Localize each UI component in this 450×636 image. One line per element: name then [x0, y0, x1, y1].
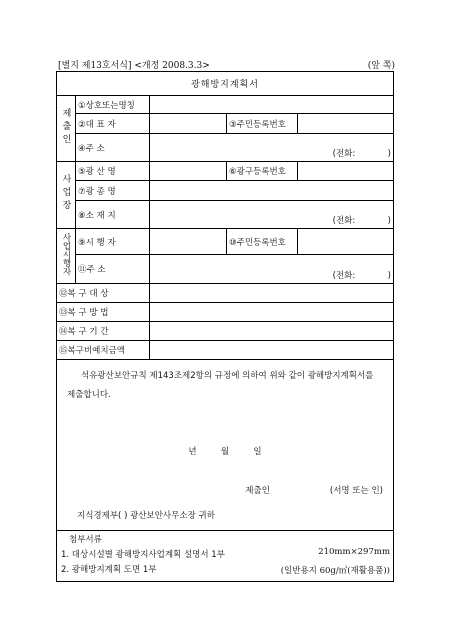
field-mineral[interactable] — [150, 181, 394, 201]
label-mine-name: ⑤광 산 명 — [76, 162, 150, 181]
label-restore-period: ⑭복 구 기 간 — [57, 322, 150, 341]
paper-type: (일반용지 60g/㎡(재활용품)) — [280, 566, 390, 576]
field-rrn[interactable] — [298, 114, 394, 134]
submitter-label: 제출인 — [245, 486, 270, 496]
form-number: [별지 제13호서식] <개정 2008.3.3> — [58, 61, 210, 71]
field-executor-address[interactable]: (전화: ) — [150, 255, 394, 284]
field-location[interactable]: (전화: ) — [150, 201, 394, 229]
attachment-item: 1. 대상시설별 광해방지사업계획 설명서 1부 — [61, 550, 225, 560]
label-rrn: ③주민등록번호 — [227, 114, 298, 134]
label-representative: ②대 표 자 — [76, 114, 150, 134]
label-mineral: ⑦광 종 명 — [76, 181, 150, 201]
section-site: 사업장 — [57, 162, 76, 229]
label-restore-method: ⑬복 구 방 법 — [57, 303, 150, 322]
field-restore-method[interactable] — [150, 303, 394, 322]
section-executor: 사업시행자 — [57, 229, 76, 284]
declaration-text: 석유광산보안규칙 제143조제2항의 규정에 의하여 위와 같이 광해방지계획서를 제출합니다. — [67, 371, 374, 400]
label-executor-name: ⑨시 행 자 — [76, 229, 150, 255]
field-mine-reg-no[interactable] — [298, 162, 394, 181]
field-restore-cost[interactable] — [150, 341, 394, 360]
field-applicant-address[interactable]: (전화: ) — [150, 134, 394, 162]
label-executor-rrn: ⑩주민등록번호 — [227, 229, 298, 255]
signature-field[interactable]: (서명 또는 인) — [329, 486, 383, 496]
field-restore-period[interactable] — [150, 322, 394, 341]
field-mine-name[interactable] — [150, 162, 227, 181]
field-representative[interactable] — [150, 114, 227, 134]
label-applicant-address: ④주 소 — [76, 134, 150, 162]
page-side: (앞 쪽) — [367, 61, 395, 71]
attachment-item: 2. 광해방지계획 도면 1부 — [61, 565, 157, 575]
label-executor-address: ⑪주 소 — [76, 255, 150, 284]
field-restore-target[interactable] — [150, 284, 394, 303]
label-location: ⑧소 재 지 — [76, 201, 150, 229]
field-executor-rrn[interactable] — [298, 229, 394, 255]
declaration-block — [57, 360, 394, 531]
addressee: 지식경제부( ) 광산보안사무소장 귀하 — [77, 511, 215, 521]
label-restore-cost: ⑮복구비예치금액 — [57, 341, 150, 360]
submission-date[interactable]: 년 월 일 — [188, 447, 262, 457]
field-company-name[interactable] — [150, 96, 394, 114]
paper-size: 210mm×297mm — [318, 547, 390, 557]
label-mine-reg-no: ⑥광구등록번호 — [227, 162, 298, 181]
field-executor-name[interactable] — [150, 229, 227, 255]
mine-damage-plan-form — [56, 71, 394, 582]
form-title: 광해방지계획서 — [57, 72, 394, 96]
label-company-name: ①상호또는명칭 — [76, 96, 150, 114]
attachments-heading: 첨부서류 — [69, 535, 102, 545]
section-applicant: 제출인 — [57, 96, 76, 162]
label-restore-target: ⑫복 구 대 상 — [57, 284, 150, 303]
